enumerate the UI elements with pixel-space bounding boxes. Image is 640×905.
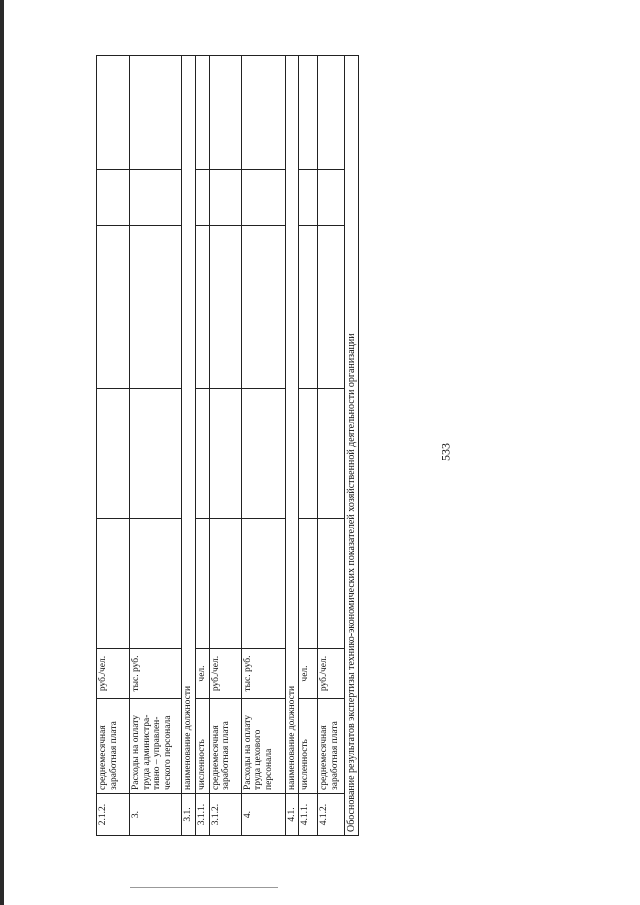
value-cell — [209, 389, 241, 519]
row-name: среднемесячная заработная плата — [318, 699, 345, 794]
row-number: 3.1.2. — [209, 794, 241, 836]
value-cell — [209, 56, 241, 170]
row-unit: руб./чел. — [97, 649, 130, 699]
value-cell — [97, 519, 130, 649]
data-table — [96, 55, 359, 836]
value-cell — [97, 226, 130, 389]
value-cell — [130, 226, 182, 389]
table-row — [195, 56, 209, 836]
row-name: численность — [195, 699, 209, 794]
value-cell — [299, 226, 318, 389]
table-row — [285, 56, 299, 836]
row-unit: руб./чел. — [209, 649, 241, 699]
value-cell — [299, 519, 318, 649]
scan-bottom-line — [130, 887, 278, 888]
row-unit: тыс. руб. — [130, 649, 182, 699]
value-cell — [241, 226, 285, 389]
value-cell — [130, 519, 182, 649]
value-cell — [130, 170, 182, 226]
value-cell — [318, 56, 345, 170]
table-row — [241, 56, 285, 836]
row-unit: чел. — [299, 649, 318, 699]
value-cell — [209, 226, 241, 389]
row-number: 3. — [130, 794, 182, 836]
row-name: наименование должности — [285, 56, 299, 794]
row-number: 4.1.1. — [299, 794, 318, 836]
row-name: Расходы на оплату труда администра-тивно – управлен-ческого персонала — [130, 699, 182, 794]
value-cell — [241, 56, 285, 170]
row-number: 2.1.2. — [97, 794, 130, 836]
value-cell — [318, 226, 345, 389]
row-number: 4.1.2. — [318, 794, 345, 836]
value-cell — [97, 170, 130, 226]
table-row — [130, 56, 182, 836]
value-cell — [241, 170, 285, 226]
table-row — [209, 56, 241, 836]
row-unit: тыс. руб. — [241, 649, 285, 699]
row-name: среднемесячная заработная плата — [97, 699, 130, 794]
page-number: 533 — [438, 443, 453, 461]
value-cell — [318, 170, 345, 226]
value-cell — [195, 519, 209, 649]
row-number: 3.1. — [182, 794, 196, 836]
row-number: 3.1.1. — [195, 794, 209, 836]
table-row — [182, 56, 196, 836]
row-unit: руб./чел. — [318, 649, 345, 699]
value-cell — [209, 519, 241, 649]
table-row — [299, 56, 318, 836]
value-cell — [209, 170, 241, 226]
value-cell — [195, 389, 209, 519]
footer-text: Обоснование результатов экспертизы технико-экономических показателей хозяйственной деятельности организации — [345, 56, 359, 836]
value-cell — [318, 389, 345, 519]
value-cell — [97, 389, 130, 519]
value-cell — [195, 56, 209, 170]
table-footer-row — [345, 56, 359, 836]
row-number: 4.1. — [285, 794, 299, 836]
value-cell — [299, 170, 318, 226]
row-number: 4. — [241, 794, 285, 836]
value-cell — [195, 226, 209, 389]
row-name: среднемесячная заработная плата — [209, 699, 241, 794]
value-cell — [195, 170, 209, 226]
value-cell — [299, 389, 318, 519]
row-unit: чел. — [195, 649, 209, 699]
value-cell — [97, 56, 130, 170]
scan-edge — [0, 0, 4, 905]
value-cell — [130, 389, 182, 519]
value-cell — [318, 519, 345, 649]
row-name: численность — [299, 699, 318, 794]
value-cell — [241, 519, 285, 649]
value-cell — [299, 56, 318, 170]
table-container — [96, 56, 358, 836]
row-name: наименование должности — [182, 56, 196, 794]
value-cell — [130, 56, 182, 170]
table-row — [318, 56, 345, 836]
table-row — [97, 56, 130, 836]
value-cell — [241, 389, 285, 519]
rotated-table-wrapper — [96, 56, 358, 836]
row-name: Расходы на оплату труда цехового персонала — [241, 699, 285, 794]
